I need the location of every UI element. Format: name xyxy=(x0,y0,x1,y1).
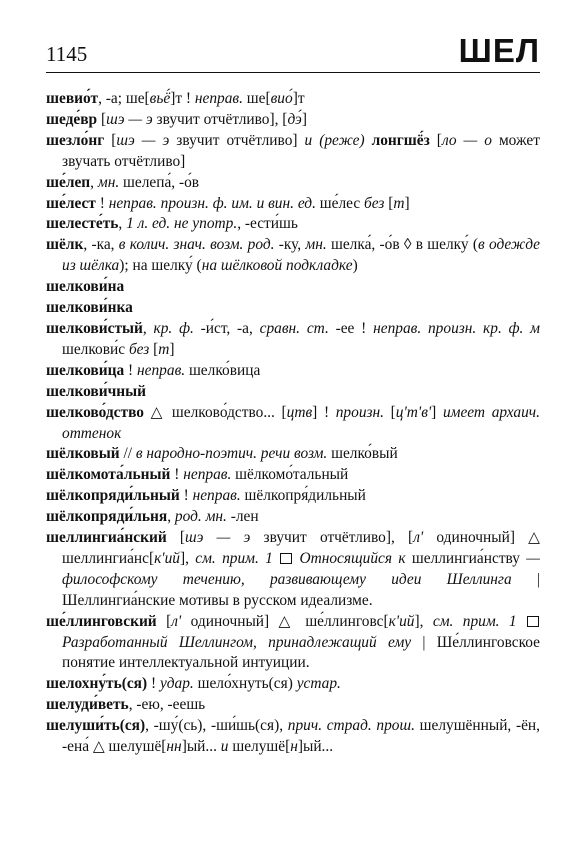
entry-text: , -ею, -еешь xyxy=(128,696,206,714)
entry-italic-text: на шёлковой подкладке xyxy=(201,257,353,275)
entry-text: ! xyxy=(170,466,184,484)
entry-italic-text: н xyxy=(290,738,298,756)
entry-headword: шёлк xyxy=(46,236,84,254)
entry-text xyxy=(365,132,372,149)
entry-headword: шелкови́чный xyxy=(46,382,147,400)
entry-italic-text: кр. ф. xyxy=(153,319,194,337)
entry-italic-text: л' xyxy=(171,612,182,630)
entry-headword: шелкови́нка xyxy=(46,299,133,317)
entry-headword: шёлкопряди́льный xyxy=(46,487,180,505)
entry-headword: шелуши́ть(ся) xyxy=(46,717,146,735)
dictionary-entry xyxy=(46,444,540,465)
entry-italic-text: имеет архаич. оттенок xyxy=(62,403,540,442)
entry-text: [ xyxy=(384,403,396,421)
entry-text: может звучать отчётливо] xyxy=(62,131,540,170)
entry-text: ] xyxy=(169,340,175,358)
square-symbol-icon xyxy=(527,616,539,627)
entry-text: [ xyxy=(149,340,159,358)
entry-italic-text: т xyxy=(393,194,405,212)
entry-text: одиночный] △ шеллингиа́нс[ xyxy=(62,529,540,567)
entry-italic-text: в народно-поэтич. речи возм. xyxy=(135,445,328,463)
entry-text: шелко́вый xyxy=(327,445,398,463)
entry-text: , -ести́шь xyxy=(237,215,298,233)
entry-italic-text: неправ. xyxy=(137,361,186,379)
entry-text: , xyxy=(167,508,175,526)
entry-headword: шелесте́ть xyxy=(46,215,119,233)
entry-headword: ше́леп xyxy=(46,173,91,191)
entry-text: , -шу́(сь), -ши́шь(ся), xyxy=(145,717,288,735)
dictionary-entry xyxy=(46,361,540,382)
entry-text: шело́хнуть(ся) xyxy=(193,675,297,693)
entry-headword: шелкови́ца xyxy=(46,361,125,379)
entry-text: шелушённый, -ён, -ена́ △ шелушё[ xyxy=(62,717,541,756)
guide-word: ШЕЛ xyxy=(458,32,540,69)
page-header xyxy=(46,34,540,73)
entry-text: , -ка, xyxy=(83,236,119,254)
entry-italic-text: цтв xyxy=(286,403,313,421)
entry-italic-text: неправ. xyxy=(194,90,243,107)
entry-text: ] xyxy=(404,194,410,212)
entry-italic-text: см. прим. 1 xyxy=(195,549,273,567)
entry-italic-text: в одежде из шёлка xyxy=(62,236,540,275)
entry-text: ше́лес xyxy=(315,194,365,212)
entry-text: ]ый... xyxy=(297,738,334,756)
entry-headword: шелкови́на xyxy=(46,278,125,296)
entry-text: [ xyxy=(429,131,442,149)
entry-text: -ее ! xyxy=(328,319,374,337)
entry-text: шелепа́, -о́в xyxy=(119,173,200,191)
entry-italic-text: сравн. ст. xyxy=(259,319,329,337)
entry-italic-text: л' xyxy=(413,529,424,547)
entry-italic-text: т xyxy=(158,340,170,358)
entry-text: -и́ст, -а, xyxy=(193,319,260,337)
entry-text: [ xyxy=(97,110,107,128)
entry-text: ], xyxy=(414,612,433,630)
dictionary-entry xyxy=(46,235,540,277)
dictionary-entry xyxy=(46,382,540,403)
entry-italic-text: — философскому течению, развивающему идеи Шеллинга xyxy=(62,549,540,588)
entry-italic-text: ц'т'в' xyxy=(395,403,432,421)
entry-text: ше[ xyxy=(242,90,271,107)
entry-text: △ шелково́дство... [ xyxy=(143,403,287,421)
entry-headword: шелуди́веть xyxy=(46,696,129,714)
dictionary-entry xyxy=(46,465,540,486)
entry-headword: шеде́вр xyxy=(46,110,98,128)
entry-italic-text: к'ий xyxy=(154,549,180,567)
entry-italic-text: мн. xyxy=(97,173,120,191)
entry-headword: шезло́нг xyxy=(46,131,105,149)
dictionary-entries xyxy=(46,89,540,758)
dictionary-entry xyxy=(46,507,540,528)
entry-italic-text: без xyxy=(364,194,385,212)
page-number: 1145 xyxy=(46,42,88,66)
entry-text: [ xyxy=(384,194,394,212)
entry-text: -лен xyxy=(226,508,259,526)
entry-text: шёлкомо́тальный xyxy=(231,466,349,484)
dictionary-entry xyxy=(46,214,540,235)
entry-headword: шелохну́ть(ся) xyxy=(46,675,148,693)
entry-text: ! xyxy=(179,487,193,505)
square-symbol-icon xyxy=(280,553,292,564)
entry-italic-text: устар. xyxy=(296,675,341,693)
dictionary-entry xyxy=(46,486,540,507)
entry-text: // xyxy=(119,445,136,463)
entry-headword: шеллингиа́нский xyxy=(46,529,167,547)
entry-text: шелушё[ xyxy=(228,738,291,756)
entry-text: ! xyxy=(124,361,138,379)
entry-text: шелко́вица xyxy=(185,361,261,379)
dictionary-entry xyxy=(46,716,540,758)
entry-italic-text: Относящийся к xyxy=(299,549,406,567)
dictionary-entry xyxy=(46,298,540,319)
entry-text: ] xyxy=(431,403,443,421)
entry-text: ]т xyxy=(292,90,305,107)
entry-text xyxy=(517,613,526,630)
entry-text: звучит отчётливо], [ xyxy=(250,529,414,547)
dictionary-entry xyxy=(46,173,540,194)
entry-text: [ xyxy=(156,612,172,630)
entry-italic-text: род. мн. xyxy=(174,508,227,526)
entry-italic-text: в колич. знач. возм. род. xyxy=(118,236,275,254)
entry-headword: шёлковый xyxy=(46,445,120,463)
entry-text: ] xyxy=(301,110,307,128)
dictionary-entry xyxy=(46,612,540,675)
entry-italic-text: неправ. xyxy=(183,466,232,484)
entry-text: ) xyxy=(352,257,358,275)
entry-italic-text: Разработанный Шеллингом, принадлежащий ему xyxy=(62,633,412,651)
entry-italic-text: 1 л. ед. не употр. xyxy=(126,215,238,233)
entry-italic-text: произн. xyxy=(335,403,385,421)
entry-italic-text: к'ий xyxy=(388,612,415,630)
entry-italic-text: дэ́ xyxy=(287,110,302,128)
entry-italic-text: и xyxy=(220,738,229,756)
entry-italic-text: вио́ xyxy=(270,90,293,107)
dictionary-entry xyxy=(46,674,540,695)
entry-text: ! xyxy=(95,194,109,212)
entry-text: | Шеллингиа́нские мотивы в русском идеализме. xyxy=(62,570,540,609)
entry-italic-text: вьё́ xyxy=(149,90,171,107)
entry-italic-text: шэ — э xyxy=(106,110,153,128)
entry-italic-text: шэ — э xyxy=(185,529,251,547)
entry-text: звучит отчётливо], [ xyxy=(152,110,288,128)
entry-italic-text: и (реже) xyxy=(304,131,365,149)
entry-text: шелкови́с xyxy=(62,340,129,358)
entry-text: , xyxy=(90,173,98,191)
entry-headword: шелкови́стый xyxy=(46,319,143,337)
dictionary-entry xyxy=(46,131,540,173)
entry-italic-text: мн. xyxy=(305,236,327,254)
entry-text: , xyxy=(142,319,154,337)
entry-headword: лонгшё́з xyxy=(371,131,430,149)
dictionary-entry xyxy=(46,110,540,131)
entry-italic-text: неправ. xyxy=(192,487,241,505)
entry-italic-text: нн xyxy=(166,738,182,756)
entry-text: одиночный] △ ше́ллинговс[ xyxy=(181,612,389,630)
entry-headword: ше́ллинговский xyxy=(46,612,157,630)
dictionary-entry xyxy=(46,695,540,716)
entry-text: , -а; ше[ xyxy=(98,90,150,107)
entry-headword: шёлкопряди́льня xyxy=(46,508,168,526)
entry-italic-text: неправ. произн. ф. им. и вин. ед. xyxy=(108,194,316,212)
entry-italic-text: без xyxy=(128,340,150,358)
entry-text xyxy=(273,550,279,567)
dictionary-entry xyxy=(46,89,540,110)
entry-italic-text: шэ — э xyxy=(116,131,170,149)
entry-text: ); на шелку́ ( xyxy=(119,257,202,275)
entry-italic-text: неправ. произн. кр. ф. м xyxy=(373,319,540,337)
dictionary-entry xyxy=(46,277,540,298)
entry-italic-text: удар. xyxy=(159,675,194,693)
dictionary-entry xyxy=(46,319,540,361)
entry-text: -ку, xyxy=(274,236,306,254)
entry-italic-text: прич. страд. прош. xyxy=(287,717,415,735)
entry-text: ], xyxy=(179,549,196,567)
entry-text: шелка́, -о́в ◊ в шелку́ ( xyxy=(326,236,479,254)
entry-text: , xyxy=(118,215,127,233)
entry-text: ! xyxy=(147,675,160,693)
entry-text: ] ! xyxy=(312,403,336,421)
dictionary-entry xyxy=(46,194,540,215)
entry-text: шеллингиа́нству xyxy=(405,549,527,567)
entry-italic-text: см. прим. 1 xyxy=(432,612,517,630)
entry-headword: шелково́дство xyxy=(46,403,144,421)
dictionary-entry xyxy=(46,528,540,612)
entry-text: ]ый... xyxy=(181,738,221,756)
dictionary-entry xyxy=(46,403,540,445)
entry-text: | Ше́ллинговское понятие интеллектуальной интуиции. xyxy=(62,633,541,672)
entry-italic-text: ло — о xyxy=(441,131,492,149)
entry-text: [ xyxy=(104,131,117,149)
entry-text: звучит отчётливо] xyxy=(169,131,305,149)
entry-headword: шёлкомота́льный xyxy=(46,466,171,484)
entry-text: ]т ! xyxy=(170,90,195,107)
entry-text: шёлкопря́дильный xyxy=(240,487,366,505)
entry-text: [ xyxy=(166,529,186,547)
entry-headword: ше́лест xyxy=(46,194,96,212)
entry-headword: шевио́т xyxy=(46,90,99,107)
